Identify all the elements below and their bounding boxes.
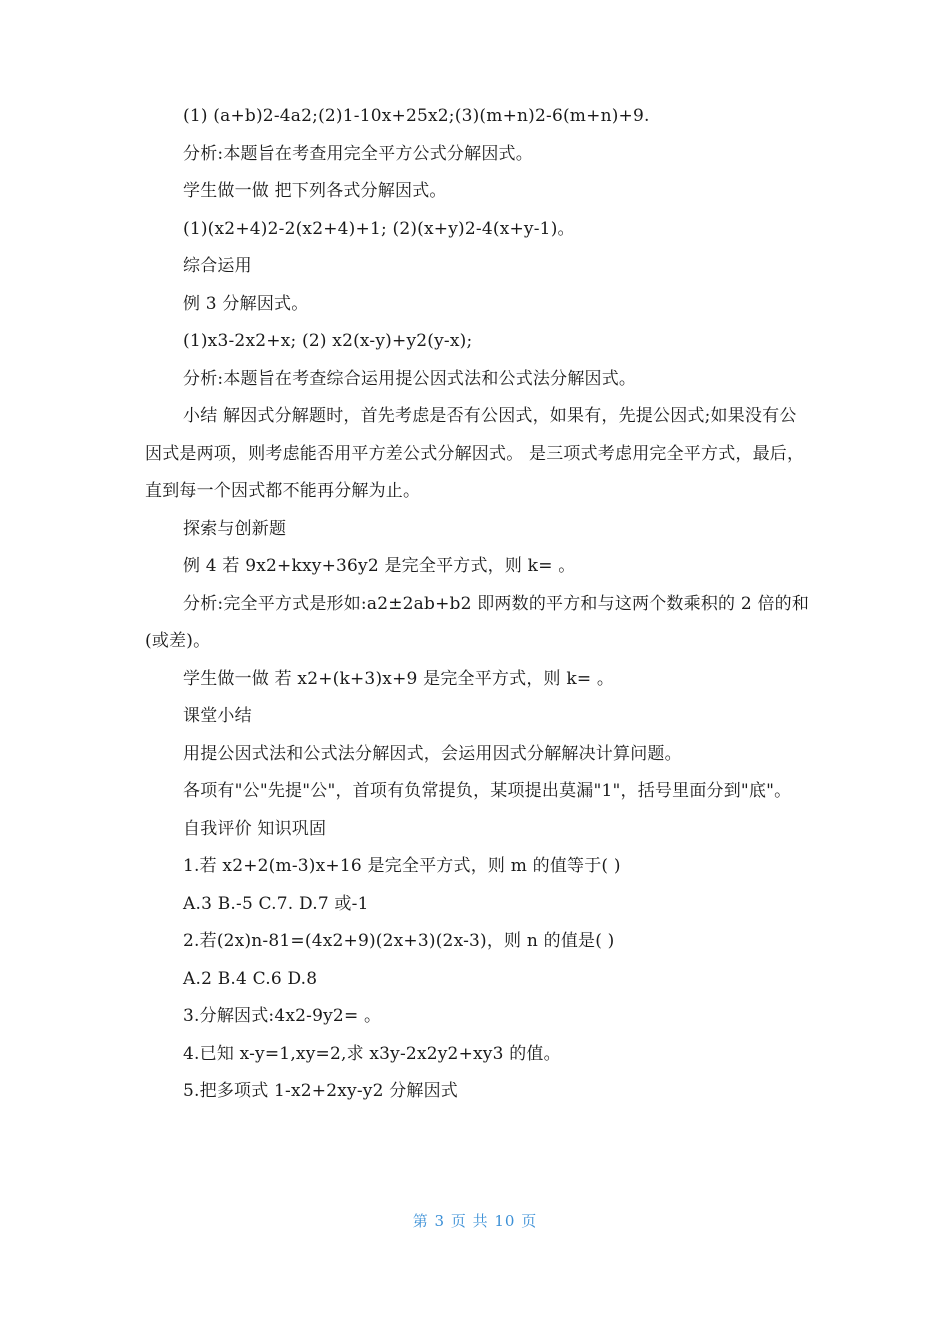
paragraph-example-3: 例 3 分解因式。 [183,293,309,314]
paragraph-analysis-2: 分析:本题旨在考查综合运用提公因式法和公式法分解因式。 [183,368,637,389]
paragraph-student-practice-1: 学生做一做 把下列各式分解因式。 [183,181,447,201]
question-3: 3.分解因式:4x2-9y2= 。 [183,1006,382,1026]
heading-comprehensive-use: 综合运用 [183,256,252,276]
question-2: 2.若(2x)n-81=(4x2+9)(2x+3)(2x-3)，则 n 的值是( ) [183,931,615,951]
paragraph-analysis-3: 分析:完全平方式是形如:a2±2ab+b2 即两数的平方和与这两个数乘积的 2 倍的和(或差)。 [145,593,810,651]
question-5: 5.把多项式 1-x2+2xy-y2 分解因式 [183,1081,459,1101]
paragraph-class-summary-2: 各项有"公"先提"公"，首项有负常提负，某项提出莫漏"1"，括号里面分到"底"。 [183,781,792,801]
paragraph-student-practice-2: 学生做一做 若 x2+(k+3)x+9 是完全平方式，则 k= 。 [183,668,615,689]
heading-class-summary: 课堂小结 [183,706,252,726]
paragraph-exercise-list: (1) (a+b)2-4a2;(2)1-10x+25x2;(3)(m+n)2-6(m+n)+9. [183,106,650,126]
question-4: 4.已知 x-y=1,xy=2,求 x3y-2x2y2+xy3 的值。 [183,1043,561,1064]
paragraph-example-3-items: (1)x3-2x2+x; (2) x2(x-y)+y2(y-x); [183,331,473,351]
question-2-options: A.2 B.4 C.6 D.8 [183,968,318,989]
paragraph-class-summary-1: 用提公因式法和公式法分解因式，会运用因式分解解决计算问题。 [183,743,682,764]
paragraph-practice-items-1: (1)(x2+4)2-2(x2+4)+1; (2)(x+y)2-4(x+y-1)。 [183,218,575,239]
question-1: 1.若 x2+2(m-3)x+16 是完全平方式，则 m 的值等于( ) [183,856,621,876]
paragraph-example-4: 例 4 若 9x2+kxy+36y2 是完全平方式，则 k= 。 [183,556,576,576]
heading-explore-innovate: 探索与创新题 [183,518,287,539]
page-number-footer: 第 3 页 共 10 页 [412,1212,538,1230]
document-body [145,98,810,1111]
heading-self-evaluation: 自我评价 知识巩固 [183,818,327,839]
paragraph-summary: 小结 解因式分解题时，首先考虑是否有公因式，如果有，先提公因式;如果没有公因式是两项，则考虑能否用平方差公式分解因式。 是三项式考虑用完全平方式，最后，直到每一个因式都不能再分解为止。 [145,406,805,501]
question-1-options: A.3 B.-5 C.7. D.7 或-1 [183,893,369,914]
paragraph-analysis-1: 分析:本题旨在考查用完全平方公式分解因式。 [183,143,533,164]
